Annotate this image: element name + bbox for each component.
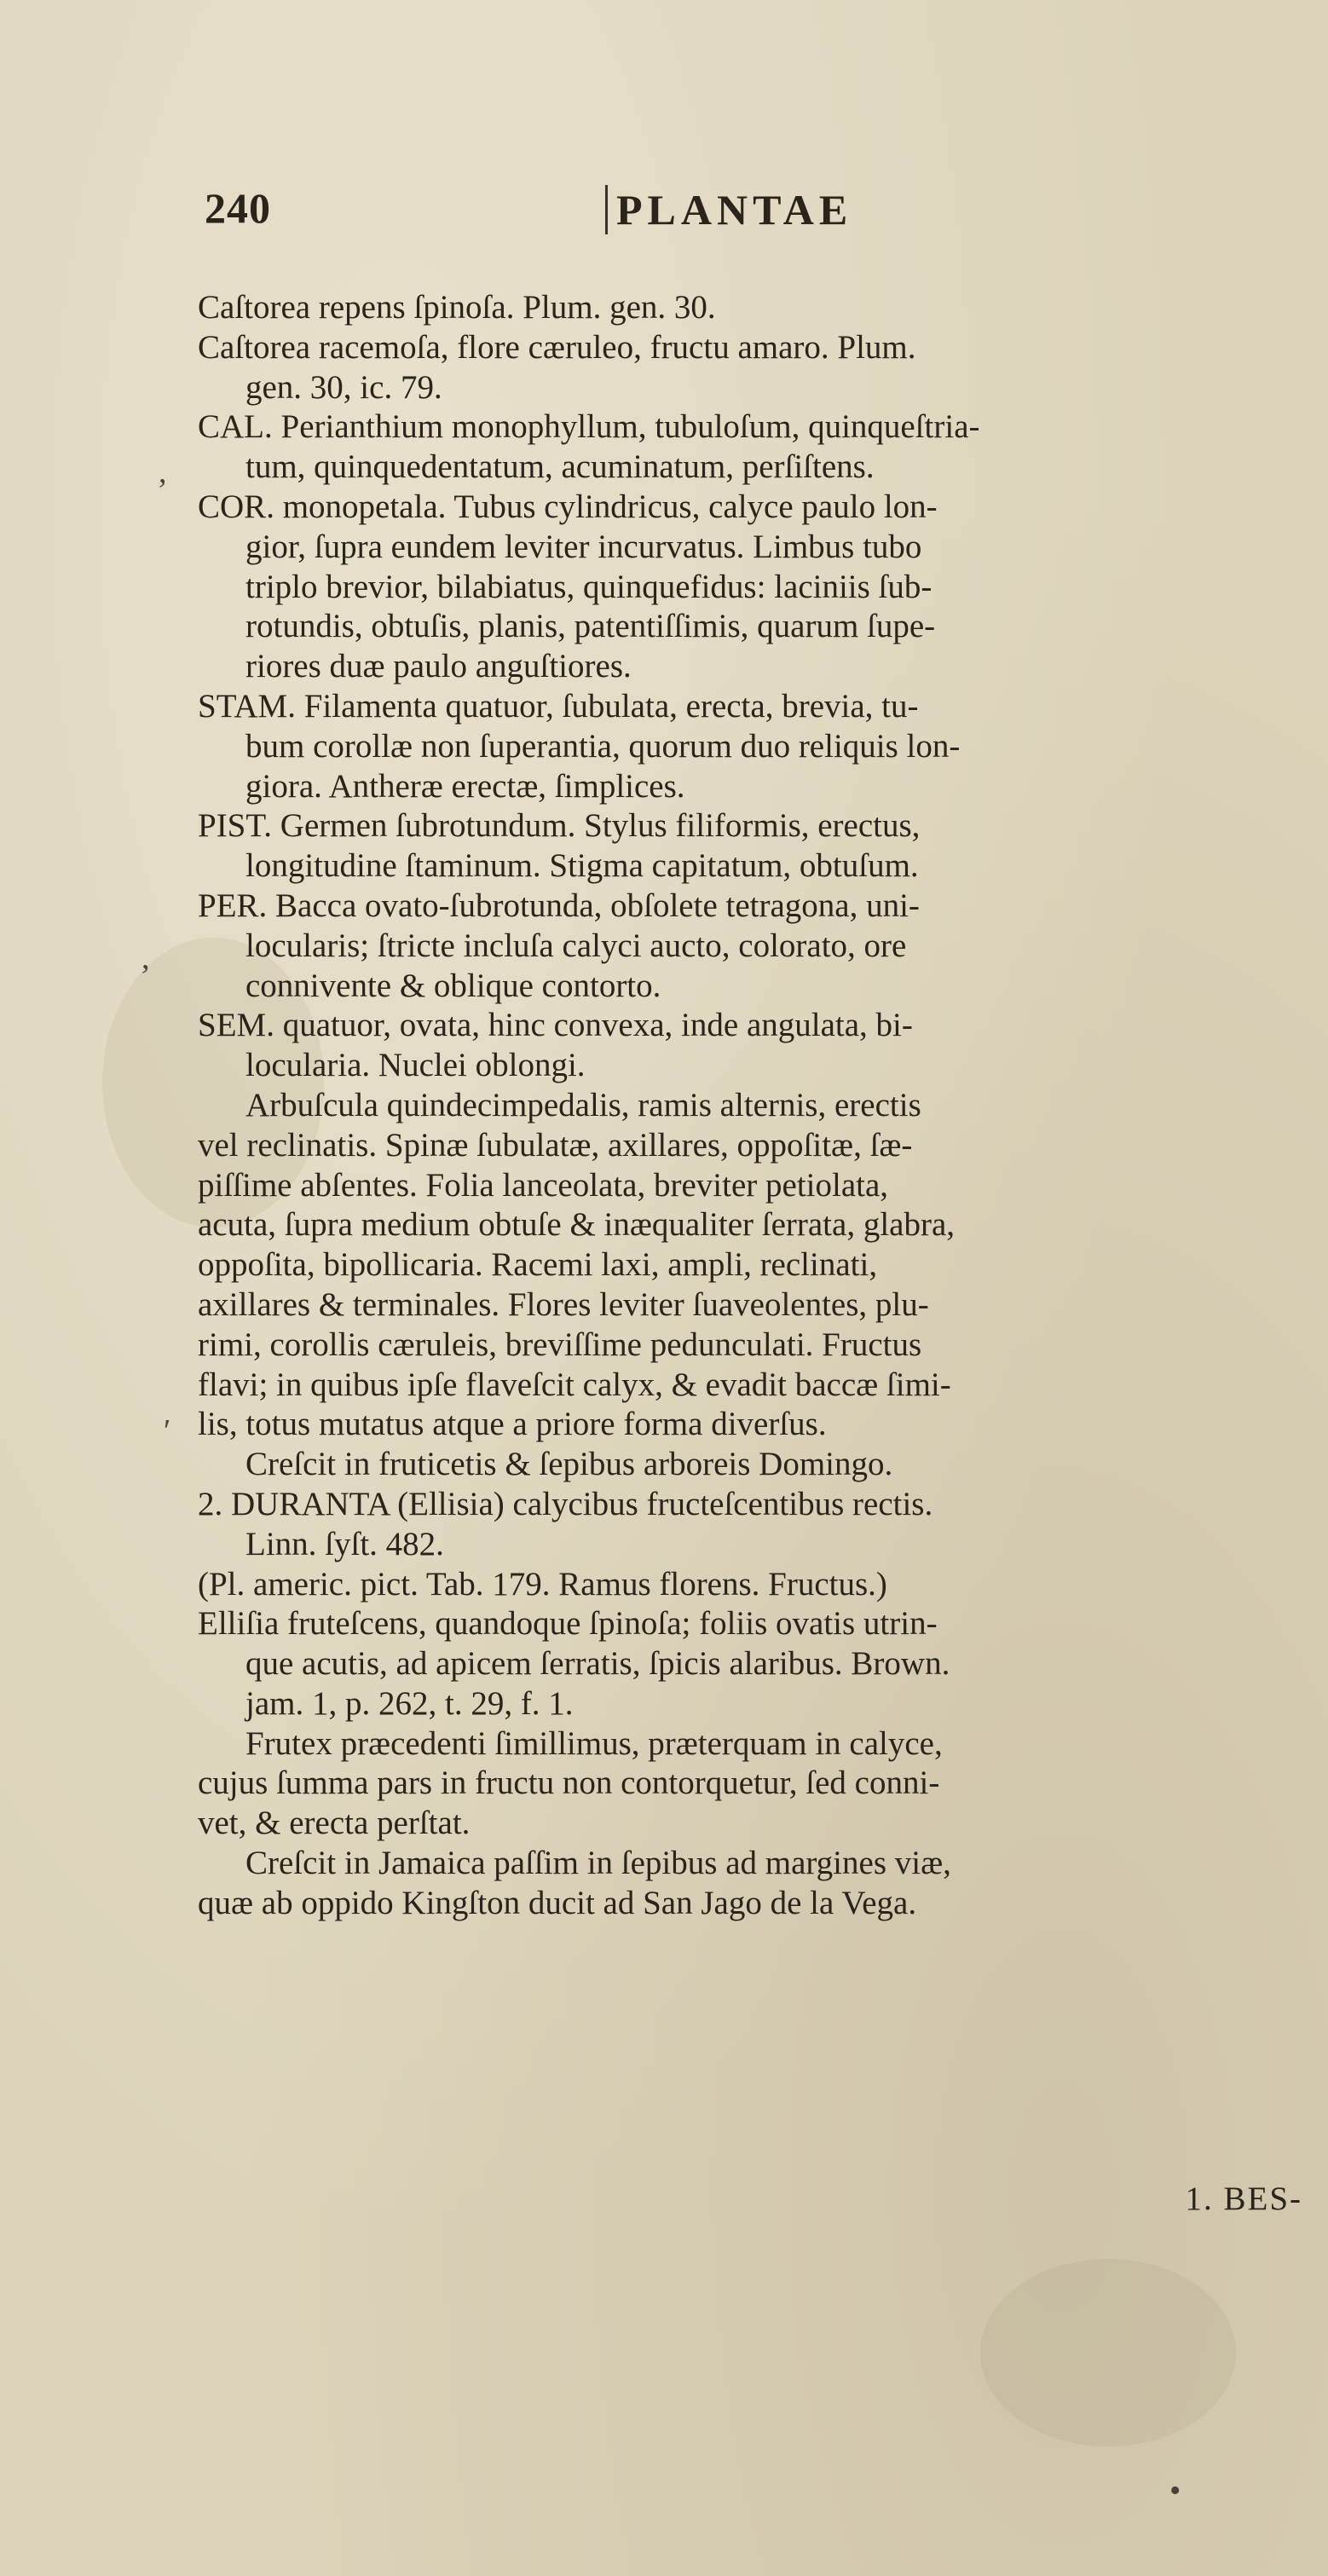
- text-line: vel reclinatis. Spinæ ſubulatæ, axillares, oppoſitæ, ſæ-: [198, 1126, 913, 1164]
- text-line: Caſtorea racemoſa, flore cæruleo, fructu amaro. Plum.: [198, 328, 916, 366]
- text-line: gen. 30, ic. 79.: [245, 368, 442, 406]
- text-line: PER. Bacca ovato-ſubrotunda, obſolete tetragona, uni-: [198, 887, 920, 924]
- text-line: locularia. Nuclei oblongi.: [245, 1047, 586, 1084]
- text-line: tum, quinquedentatum, acuminatum, perſiſtens.: [245, 448, 875, 486]
- text-line: bum corollæ non ſuperantia, quorum duo reliquis lon-: [245, 727, 961, 765]
- text-line: longitudine ſtaminum. Stigma capitatum, obtuſum.: [245, 847, 919, 885]
- text-line: Elliſia fruteſcens, quandoque ſpinoſa; foliis ovatis utrin-: [198, 1605, 938, 1643]
- text-line: rimi, corollis cæruleis, breviſſime pedunculati. Fructus: [198, 1326, 922, 1363]
- text-line: oppoſita, bipollicaria. Racemi laxi, ampli, reclinati,: [198, 1246, 878, 1284]
- text-line: Creſcit in fruticetis & ſepibus arboreis Domingo.: [245, 1446, 893, 1483]
- text-line: SEM. quatuor, ovata, hinc convexa, inde angulata, bi-: [198, 1007, 913, 1044]
- page-header: [205, 183, 1142, 251]
- text-line: locularis; ſtricte incluſa calyci aucto, colorato, ore: [245, 927, 907, 964]
- margin-mark: ʹ: [164, 1413, 171, 1449]
- text-line: Arbuſcula quindecimpedalis, ramis alternis, erectis: [245, 1086, 921, 1123]
- text-line: vet, & erecta perſtat.: [198, 1805, 471, 1842]
- text-line: piſſime abſentes. Folia lanceolata, breviter petiolata,: [198, 1166, 889, 1204]
- page-number: 240: [205, 184, 271, 232]
- text-line: connivente & oblique contorto.: [245, 967, 661, 1004]
- text-line: gior, ſupra eundem leviter incurvatus. Limbus tubo: [245, 528, 922, 565]
- catchword: 1. BES-: [1185, 2180, 1302, 2217]
- text-line: STAM. Filamenta quatuor, ſubulata, erecta, brevia, tu-: [198, 687, 919, 725]
- text-line: quæ ab oppido Kingſton ducit ad San Jago de la Vega.: [198, 1884, 917, 1921]
- text-line: Linn. ſyſt. 482.: [245, 1525, 444, 1562]
- text-line: cujus ſumma pars in fructu non contorquetur, ſed conni-: [198, 1765, 940, 1802]
- running-title: PLANTAE: [605, 185, 852, 234]
- text-line: riores duæ paulo anguſtiores.: [245, 648, 632, 685]
- text-line: jam. 1, p. 262, t. 29, f. 1.: [245, 1684, 574, 1722]
- text-line: Caſtorea repens ſpinoſa. Plum. gen. 30.: [198, 289, 716, 326]
- text-line: axillares & terminales. Flores leviter ſuaveolentes, plu-: [198, 1285, 929, 1323]
- text-line: acuta, ſupra medium obtuſe & inæqualiter ſerrata, glabra,: [198, 1206, 956, 1244]
- text-line: COR. monopetala. Tubus cylindricus, calyce paulo lon-: [198, 488, 938, 525]
- text-line: rotundis, obtuſis, planis, patentiſſimis, quarum ſupe-: [245, 608, 936, 645]
- text-line: CAL. Perianthium monophyllum, tubuloſum, quinqueſtria-: [198, 408, 980, 446]
- text-line: (Pl. americ. pict. Tab. 179. Ramus florens. Fructus.): [198, 1565, 887, 1603]
- margin-mark: ,: [141, 940, 150, 976]
- text-line: Creſcit in Jamaica paſſim in ſepibus ad margines viæ,: [245, 1845, 951, 1882]
- text-line: 2. DURANTA (Ellisia) calycibus fructeſcentibus rectis.: [198, 1485, 933, 1522]
- paper-stain: [980, 2259, 1236, 2446]
- text-line: giora. Antheræ erectæ, ſimplices.: [245, 767, 685, 805]
- text-line: triplo brevior, bilabiatus, quinquefidus: laciniis ſub-: [245, 568, 932, 605]
- text-line: flavi; in quibus ipſe flaveſcit calyx, & evadit baccæ ſimi-: [198, 1366, 951, 1403]
- body-text: [198, 288, 1306, 1924]
- margin-mark: ,: [159, 454, 167, 490]
- margin-mark: •: [1169, 2473, 1181, 2509]
- text-line: lis, totus mutatus atque a priore forma diverſus.: [198, 1406, 827, 1443]
- text-line: Frutex præcedenti ſimillimus, præterquam in calyce,: [245, 1724, 943, 1762]
- text-line: PIST. Germen ſubrotundum. Stylus filiformis, erectus,: [198, 807, 921, 845]
- text-line: que acutis, ad apicem ſerratis, ſpicis alaribus. Brown.: [245, 1645, 950, 1683]
